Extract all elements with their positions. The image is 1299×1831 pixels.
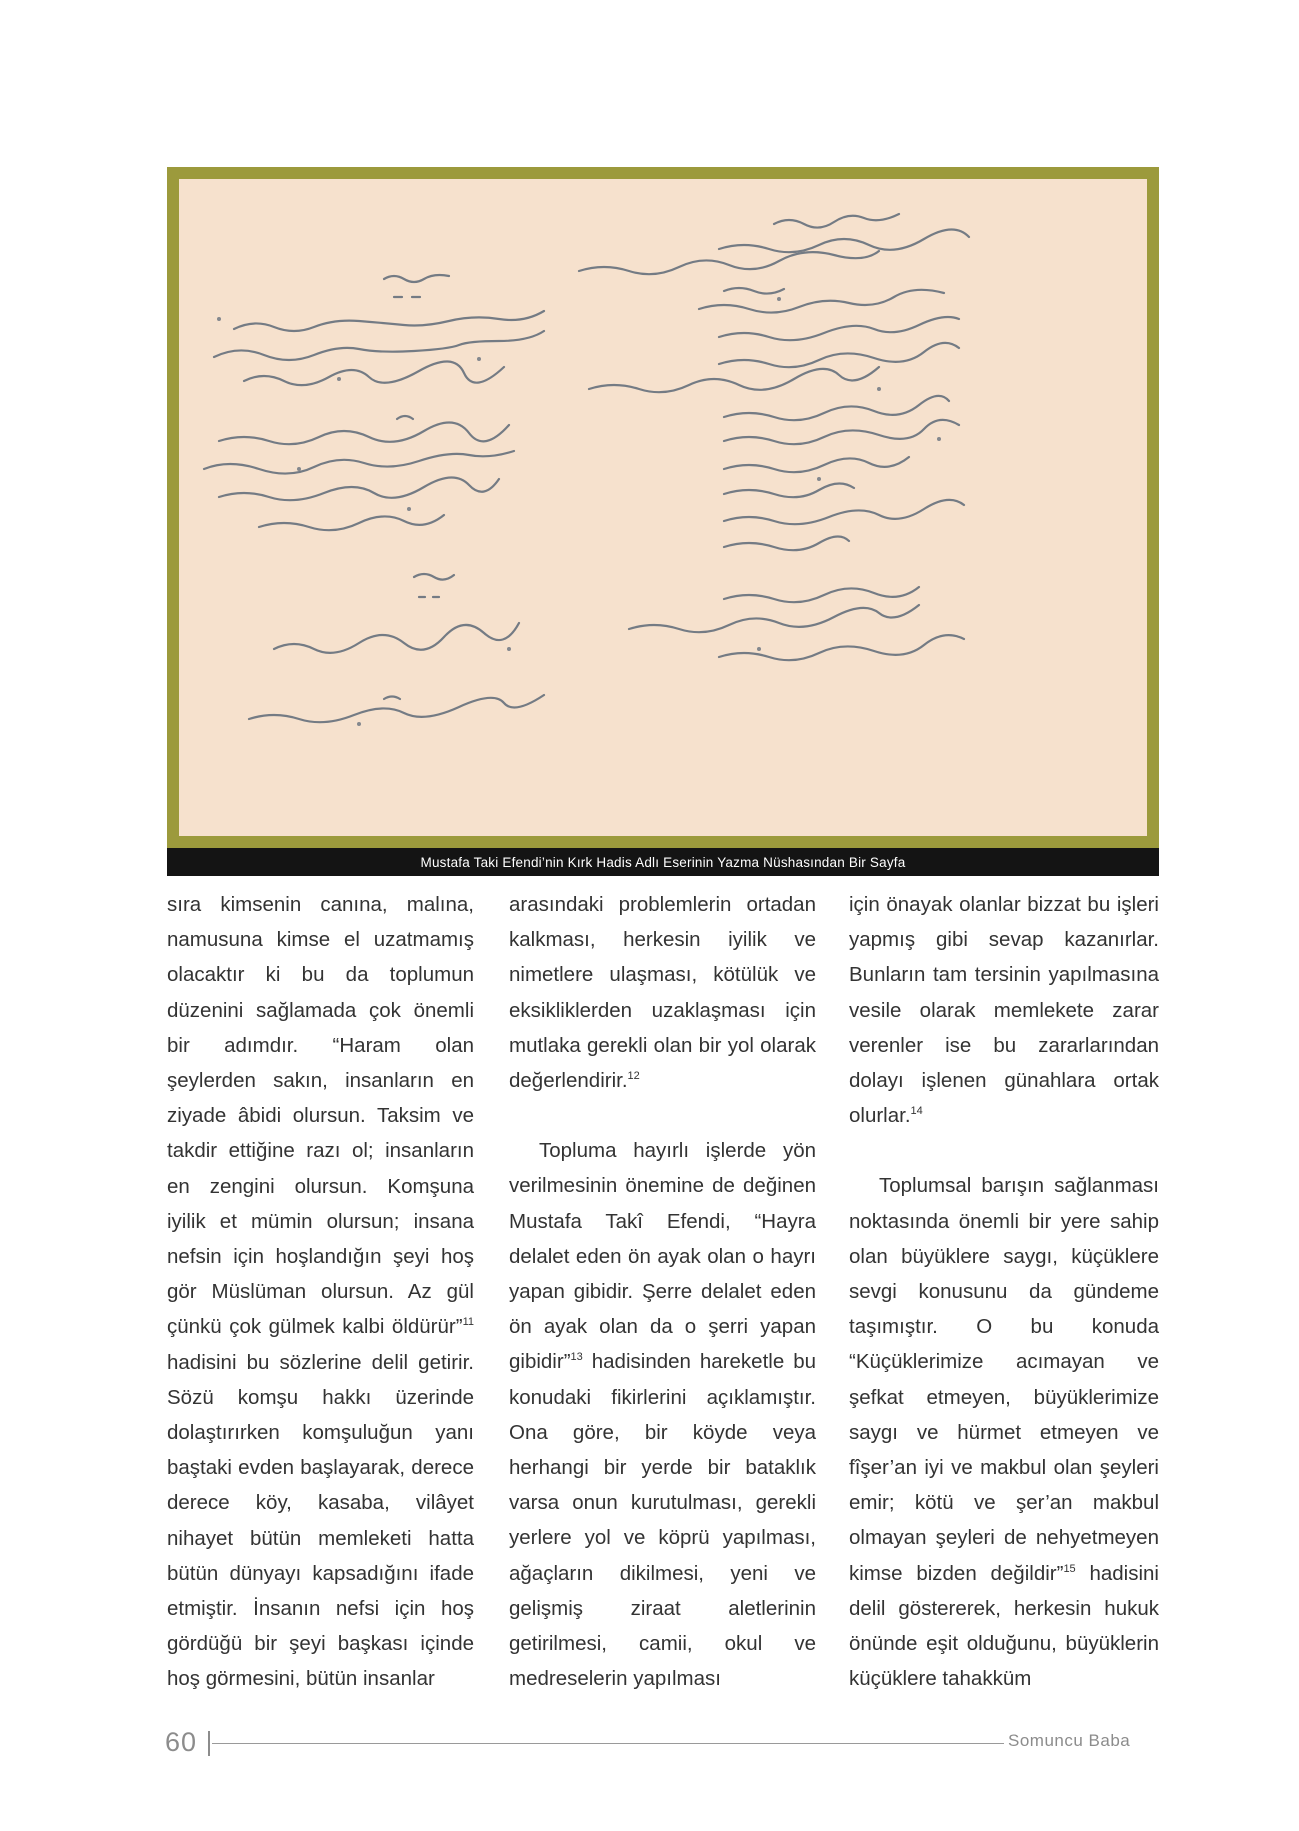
page-number: 60 xyxy=(165,1727,198,1757)
magazine-name: Somuncu Baba xyxy=(1008,1731,1131,1750)
footnote-ref[interactable]: 12 xyxy=(627,1070,640,1083)
figure-caption: Mustafa Taki Efendi’nin Kırk Hadis Adlı Eserinin Yazma Nüshasından Bir Sayfa xyxy=(167,848,1159,876)
footnote-ref[interactable]: 15 xyxy=(1063,1562,1076,1575)
text-column-3 xyxy=(849,887,1159,1696)
manuscript-handwriting-icon xyxy=(179,179,1147,836)
paragraph: sıra kimsenin canına, malına, namusuna kimse el uzatmamış olacaktır ki bu da toplumun düzenini sağlamada çok önemli bir adımdır. “Haram olan şeylerden sakın, insanların en ziyade âbidi olursun. Taksim ve takdir ettiğine razı ol; insanların en zengini olursun. Komşuna iyilik et mümin olursun; insana nefsin için hoşlandığın şeyi hoş gör Müslüman olursun. Az gül çünkü çok gülmek kalbi öldürür”$^{11}$ hadisini bu sözlerine delil getirir. Sözü komşu hakkı üzerinde dolaştırırken komşuluğun yanı baştaki evden başlayarak, derece derece köy, kasaba, vilâyet nihayet bütün memleketi hatta bütün dünyayı kapsadığını ifade etmiştir. İnsanın nefsi için hoş gördüğü bir şeyi başkası içinde hoş görmesini, bütün insanlar xyxy=(167,893,474,1691)
paragraph: için önayak olanlar bizzat bu işleri yapmış gibi sevap kazanırlar. Bunların tam tersinin yapılmasına vesile olarak memlekete zarar verenler ise bu zararlarından dolayı işlenen günahlara ortak olurlar.$^{14}$ xyxy=(849,893,1159,1128)
footer-divider-tick xyxy=(208,1731,210,1756)
paragraph: arasındaki problemlerin ortadan kalkması, herkesin iyilik ve nimetlere ulaşması, kötülük ve eksikliklerden uzaklaşması için mutlaka gerekli olan bir yol olarak değerlendirir.$^{12}$ xyxy=(509,893,816,1093)
text-column-1 xyxy=(167,887,474,1697)
paragraph: Topluma hayırlı işlerde yön verilmesinin önemine de değinen Mustafa Takî Efendi, “Hayra delalet eden ön ayak olan o hayrı yapan gibidir. Şerre delalet eden ön ayak olan da o şerri yapan gibidir”$^{13}$ hadisinden hareketle bu konudaki fikirlerini açıklamıştır. Ona göre, bir köyde veya herhangi bir yerde bir bataklık varsa onun kurutulması, gerekli yerlere yol ve köprü yapılması, ağaçların dikilmesi, yeni ve gelişmiş ziraat aletlerinin getirilmesi, camii, okul ve medreselerin yapılması xyxy=(509,1139,816,1691)
manuscript-image xyxy=(179,179,1147,836)
footnote-ref[interactable]: 11 xyxy=(462,1316,474,1329)
footer-rule xyxy=(212,1743,1004,1744)
footnote-ref[interactable]: 14 xyxy=(910,1105,923,1118)
paragraph: Toplumsal barışın sağlanması noktasında önemli bir yere sahip olan büyüklere saygı, küçüklere sevgi konusunu da gündeme taşımıştır. O bu konuda “Küçüklerimize acımayan ve şefkat etmeyen, büyüklerimize saygı ve hürmet etmeyen ve fîşer’an iyi ve makbul olan şeyleri emir; kötü ve şer’an makbul olmayan şeyleri de nehyetmeyen kimse bizden değildir”$^{15}$ hadisini delil göstererek, herkesin hukuk önünde eşit olduğunu, büyüklerin küçüklere tahakküm xyxy=(849,1174,1159,1691)
manuscript-figure xyxy=(167,167,1159,848)
text-column-2 xyxy=(509,887,816,1696)
footnote-ref[interactable]: 13 xyxy=(570,1351,583,1364)
